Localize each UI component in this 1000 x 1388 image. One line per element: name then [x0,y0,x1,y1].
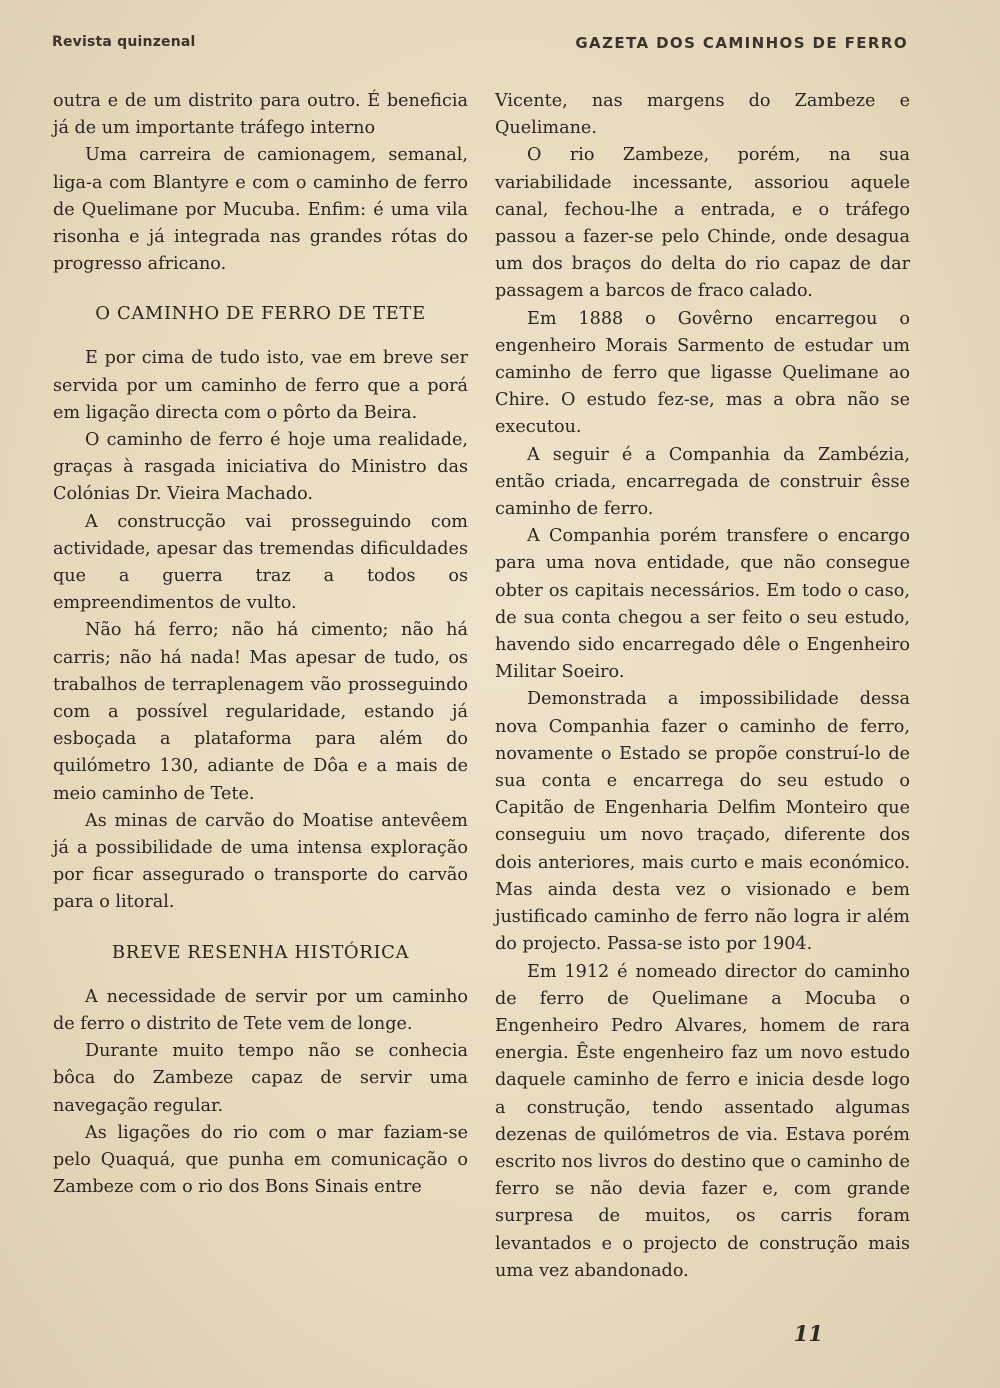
section-heading-tete: O CAMINHO DE FERRO DE TETE [95,303,426,325]
running-header [52,30,908,56]
paragraph: A necessidade de servir por um caminho de ferro o distrito de Tete vem de longe. [53,986,468,1034]
paragraph: Não há ferro; não há cimento; não há carris; não há nada! Mas apesar de tudo, os trabalhos de terraplenagem vão prosseguindo com a possível regularidade, estando já esboçada a plataforma para além do quilómetro 130, adiante de Dôa e a mais de meio caminho de Tete. [53,620,468,804]
paragraph: Durante muito tempo não se conhecia bôca do Zambeze capaz de servir uma navegação regular. [53,1041,468,1116]
left-column [53,88,468,1201]
header-right-text: GAZETA DOS CAMINHOS DE FERRO [575,34,908,52]
paragraph: As ligações do rio com o mar faziam-se pelo Quaquá, que punha em comunicação o Zambeze com o rio dos Bons Sinais entre [53,1122,468,1198]
paragraph: Uma carreira de camionagem, semanal, liga-a com Blantyre e com o caminho de ferro de Quelimane por Mucuba. Enfim: é uma vila risonha e já integrada nas grandes rótas do progresso africano. [53,145,468,275]
paragraph: A construcção vai prosseguindo com actividade, apesar das tremendas dificuldades que a guerra traz a todos os empreendimentos de vulto. [53,511,468,614]
page-number: 11 [793,1321,823,1346]
paragraph: Em 1912 é nomeado director do caminho de ferro de Quelimane a Mocuba o Engenheiro Pedro Alvares, homem de rara energia. Êste engenheiro faz um novo estudo daquele caminho de ferro e inicia desde logo a construção, tendo assentado algumas dezenas de quilómetros de via. Estava porém escrito nos livros do destino que o caminho de ferro se não devia fazer e, com grande surpresa de muitos, os carris foram levantados e o projecto de construção mais uma vez abandonado. [495,961,910,1281]
paragraph: A seguir é a Companhia da Zambézia, então criada, encarregada de construir êsse caminho de ferro. [495,444,910,520]
paragraph: Em 1888 o Govêrno encarregou o engenheiro Morais Sarmento de estudar um caminho de ferro que ligasse Quelimane ao Chire. O estudo fez-se, mas a obra não se executou. [495,308,910,438]
paragraph: O caminho de ferro é hoje uma realidade, graças à rasgada iniciativa do Ministro das Colónias Dr. Vieira Machado. [53,430,468,505]
paragraph: outra e de um distrito para outro. É beneficia já de um importante tráfego interno [53,91,468,139]
section-heading-historia: BREVE RESENHA HISTÓRICA [111,941,410,963]
paragraph: Demonstrada a impossibilidade dessa nova Companhia fazer o caminho de ferro, novamente o Estado se propõe construí-lo de sua conta e encarrega do seu estudo o Capitão de Engenharia Delfim Monteiro que conseguiu um novo traçado, diferente dos dois anteriores, mais curto e mais económico. Mas ainda desta vez o visionado e bem justificado caminho de ferro não logra ir além do projecto. Passa-se isto por 1904. [495,689,910,955]
paragraph: O rio Zambeze, porém, na sua variabilidade incessante, assoriou aquele canal, fechou-lhe a entrada, e o tráfego passou a fazer-se pelo Chinde, onde desagua um dos braços do delta do rio capaz de dar passagem a barcos de fraco calado. [495,145,910,302]
header-left-text: Revista quinzenal [52,34,196,50]
paragraph: As minas de carvão do Moatise antevêem já a possibilidade de uma intensa exploração por ficar assegurado o transporte do carvão para o litoral. [53,810,468,913]
paragraph: A Companhia porém transfere o encargo para uma nova entidade, que não consegue obter os capitais necessários. Em todo o caso, de sua conta chegou a ser feito o seu estudo, havendo sido encarregado dêle o Engenheiro Militar Soeiro. [495,526,910,683]
paragraph: Vicente, nas margens do Zambeze e Quelimane. [495,91,910,139]
paragraph: E por cima de tudo isto, vae em breve ser servida por um caminho de ferro que a porá em ligação directa com o pôrto da Beira. [53,348,468,423]
right-column [495,88,910,1285]
